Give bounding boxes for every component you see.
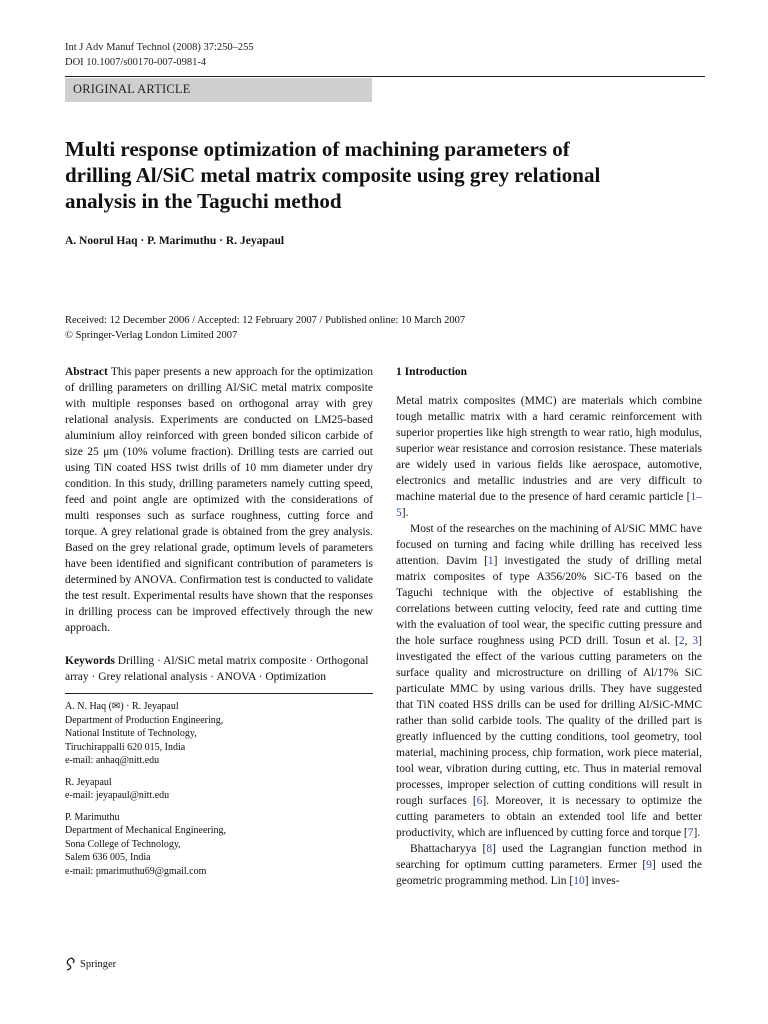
copyright: © Springer-Verlag London Limited 2007 [65,330,238,341]
affiliation-rule [65,693,373,694]
affiliation-name: R. Jeyapaul [65,776,112,788]
paragraph-text: Bhattacharyya [ [410,843,487,855]
right-column [396,364,702,889]
keywords-label: Keywords [65,655,115,667]
paragraph-text: , [684,635,693,647]
article-type-banner: ORIGINAL ARTICLE [65,78,372,102]
paragraph-text: ]. [693,827,701,839]
keywords [65,653,373,685]
journal-citation: Int J Adv Manuf Technol (2008) 37:250–255 [65,42,254,53]
citation-link[interactable]: 6 [476,795,483,807]
affiliation-block [65,811,373,879]
affiliation-block [65,700,373,768]
journal-header [65,40,254,70]
affiliation-line: Department of Mechanical Engineering, [65,825,227,836]
publisher-name: Springer [80,958,117,970]
citation-link[interactable]: 3 [692,635,699,647]
paragraph-text: ] investigated the study of drilling metal matrix composites of type A356/20% SiC-T6 based on the Taguchi technique with the objective of establishing the correlations between cutting velocity, feed rate and cutting time with the evaluation of tool wear, the specific cutting pressure and the hole surface roughness using PCD drill. Tosun et al. [ [396,555,702,647]
citation-link[interactable]: 9 [646,859,652,871]
abstract-label: Abstract [65,366,108,378]
date-history: Received: 12 December 2006 / Accepted: 12 February 2007 / Published online: 10 March 2007 [65,315,466,326]
affiliation-name: A. N. Haq (✉) · R. Jeyapaul [65,701,179,712]
paragraph-text: ] investigated the effect of the various cutting parameters on the surface quality and microstructure on drilling of Al/17% SiC particulate MMC by using various drills. They have suggested that TiN coated HSS drills can be used for drilling Al/SiC-MMC rather than solid carbide tools. The quality of the drilled part is greatly influenced by the cutting conditions, tool geometry, tool material, machining process, chip formation, work piece material, tool wear, vibration during cutting, etc. Thus in material removal processes, improper selection of cutting conditions will result in rough surfaces [ [396,635,702,807]
keywords-text: Drilling · Al/SiC metal matrix composite · Orthogonal array · Grey relational analysis · ANOVA · Optimization [65,655,369,683]
email-address: e-mail: pmarimuthu69@gmail.com [65,865,207,877]
affiliation-line: Department of Production Engineering, [65,714,224,726]
citation-link[interactable]: 7 [687,827,694,839]
paragraph-text: Most of the researches on the machining of Al/SiC MMC have focused on turning and facing while drilling has received less attention. Davim [ [396,523,702,567]
affiliation-line: Sona College of Technology, [65,838,181,850]
affiliations [65,700,373,878]
paragraph-text: Metal matrix composites (MMC) are materials which combine tough metallic matrix with a hard ceramic reinforcement with superior properties like high strength to wear ratio, high modulus, superior wear resistance and corrosion resistance. These materials are widely used in various fields like aerospace, automotive, electronics and metallic industries and are very difficult to machine material due to the presence of hard ceramic particle [ [396,395,702,503]
affiliation-line: Tiruchirappalli 620 015, India [65,741,186,753]
paragraph-text: ]. Moreover, it is necessary to optimize the cutting parameters to obtain an extended tool life and better productivity, which are influenced by cutting force and torque [ [396,795,702,839]
affiliation-line: National Institute of Technology, [65,728,197,739]
citation-link[interactable]: 10 [573,875,585,887]
affiliation-name: P. Marimuthu [65,811,120,823]
email-address: e-mail: jeyapaul@nitt.edu [65,790,170,801]
paragraph-text: ] used the Lagrangian function method in searching for optimum cutting parameters. Ermer [ [396,843,702,871]
section-heading: 1 Introduction [396,366,468,378]
abstract-text: This paper presents a new approach for the optimization of drilling parameters on drilling Al/SiC metal matrix composite with multiple responses based on orthogonal array with grey relational analysis. Experiments are conducted on LM25-based aluminium alloy reinforced with green bonded silicon carbide of size 25 μm (10% volume fraction). Drilling tests are carried out using TiN coated HSS twist drills of 10 mm diameter under dry condition. In this study, drilling parameters namely cutting speed, feed and point angle are optimized with the considerations of multi responses such as surface roughness, cutting force and torque. A grey relational grade is obtained from the grey analysis. Based on the grey relational grade, optimum levels of parameters have been identified and significant contribution of parameters is determined by ANOVA. Confirmation test is conducted to validate the test result. Experimental results have shown that the responses in drilling process can be improved effectively through the new approach. [65,366,373,634]
citation-link[interactable]: 8 [486,843,493,855]
intro-paragraph-2 [396,521,702,841]
abstract [65,364,373,636]
intro-paragraph-1 [396,393,702,521]
intro-paragraph-3 [396,841,702,889]
affiliation-line: Salem 636 005, India [65,852,151,863]
paper-title: Multi response optimization of machining parameters of drilling Al/SiC metal matrix composite using grey relational analysis in the Taguchi method [65,137,601,213]
publication-dates [65,313,465,343]
email-address: e-mail: anhaq@nitt.edu [65,755,160,766]
citation-link[interactable]: 1 [487,555,494,567]
paragraph-text: ] used the geometric programming method. Lin [ [396,859,702,887]
affiliation-block [65,776,373,803]
doi: DOI 10.1007/s00170-007-0981-4 [65,57,207,68]
footer [65,957,116,971]
header-rule [65,76,705,77]
paragraph-text: ]. [401,507,409,519]
paragraph-text: ] inves- [584,875,620,887]
authors: A. Noorul Haq · P. Marimuthu · R. Jeyapaul [65,235,285,247]
springer-logo-icon [65,957,77,971]
citation-link[interactable]: 1–5 [396,491,702,519]
left-column [65,364,373,886]
citation-link[interactable]: 2 [678,635,685,647]
